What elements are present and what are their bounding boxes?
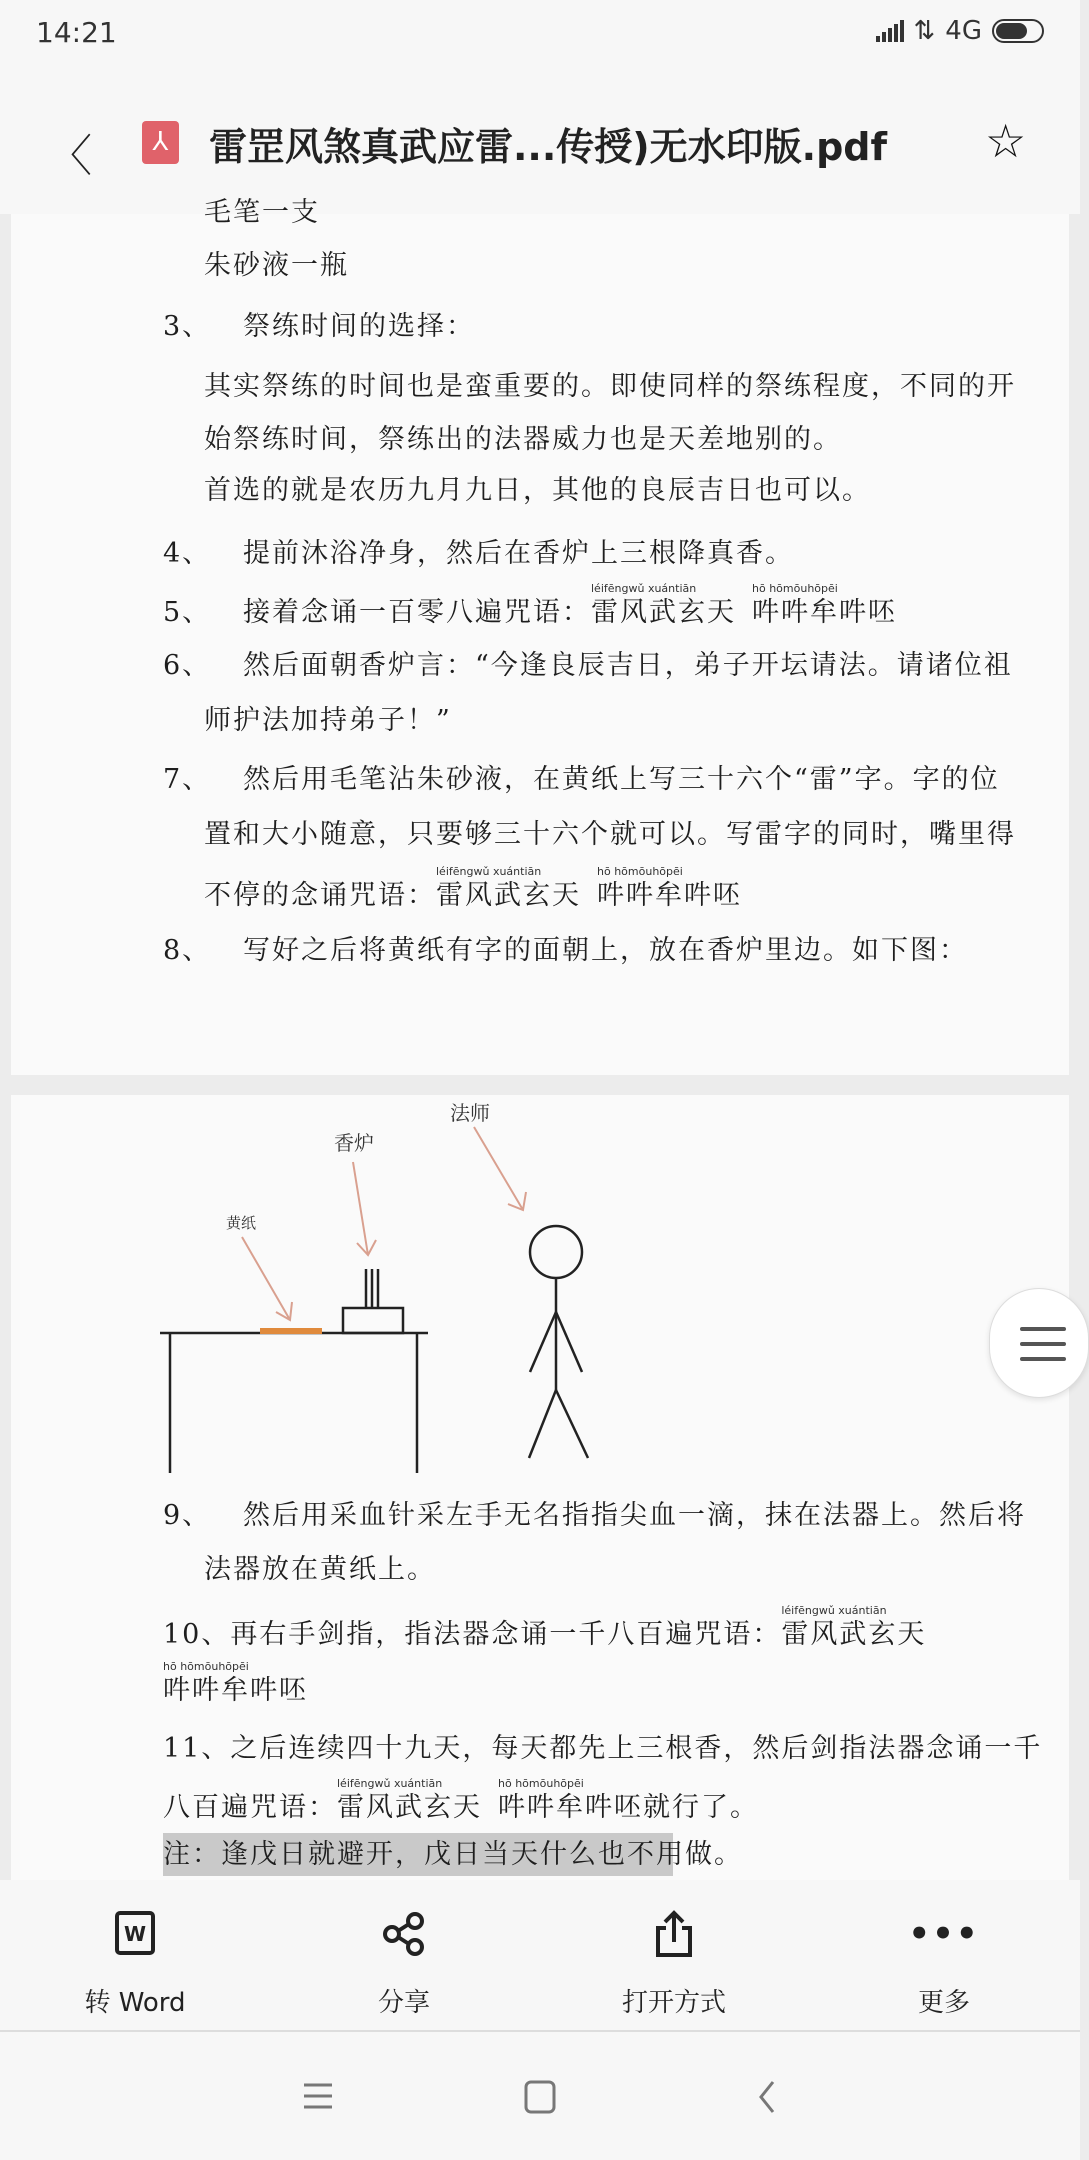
open-with-icon [574, 1904, 774, 1964]
document-title: 雷罡风煞真武应雷...传授)无水印版.pdf [209, 125, 888, 169]
star-icon[interactable]: ☆ [985, 114, 1027, 168]
home-icon[interactable] [524, 2080, 556, 2114]
back-icon[interactable]: 〈 [48, 131, 92, 182]
stick-figure-arm [556, 1312, 582, 1372]
recents-icon[interactable] [302, 2080, 334, 2112]
text-line: 置和大小随意，只要够三十六个就可以。写雷字的同时，嘴里得 [204, 819, 1016, 850]
pinyin: léifēngwǔ xuántiān [337, 1777, 443, 1790]
pinyin: hō hōmōuhōpēi [597, 865, 683, 878]
open-with-button[interactable]: 打开方式 [574, 1904, 774, 2019]
text-line: 朱砂液一瓶 [204, 250, 349, 281]
text-line: 首选的就是农历九月九日，其他的良辰吉日也可以。 [204, 475, 871, 506]
list-item-7: 7、 然后用毛笔沾朱砂液，在黄纸上写三十六个“雷”字。字的位 [163, 764, 1000, 795]
list-item-6: 6、 然后面朝香炉言：“今逢良辰吉日，弟子开坛请法。请诸位祖 [163, 650, 1013, 681]
share-button[interactable]: 分享 [304, 1904, 504, 2019]
text-line: 八百遍咒语： léifēngwǔ xuántiān 雷风武玄天 hō hōmōuhōpēi 吽吽牟吽呸就行了。 [163, 1777, 759, 1823]
arrow-paper [242, 1237, 292, 1320]
pdf-page-2 [11, 1095, 1069, 1880]
signal-icon [876, 20, 904, 42]
share-icon [304, 1904, 504, 1964]
pinyin: léifēngwǔ xuántiān [781, 1604, 887, 1617]
nav-back-icon[interactable] [755, 2080, 779, 2114]
arrow-burner [353, 1162, 376, 1255]
more-button[interactable]: ••• 更多 [844, 1904, 1044, 2019]
convert-word-button[interactable]: W 转 Word [35, 1904, 235, 2019]
incense-burner [343, 1308, 403, 1333]
label-burner: 香炉 [334, 1131, 374, 1155]
menu-icon [1020, 1327, 1066, 1331]
text-line: hō hōmōuhōpēi 吽吽牟吽呸 [163, 1660, 308, 1706]
arrow-master [474, 1127, 526, 1210]
pinyin: léifēngwǔ xuántiān [436, 865, 542, 878]
outline-menu-button[interactable] [989, 1288, 1089, 1398]
bottom-toolbar [0, 1880, 1080, 2032]
text-line: 师护法加持弟子！” [204, 705, 452, 736]
text-line: 法器放在黄纸上。 [204, 1554, 436, 1585]
pinyin: hō hōmōuhōpēi [163, 1660, 249, 1673]
list-item-11: 11、之后连续四十九天，每天都先上三根香，然后剑指法器念诵一千 [163, 1733, 1043, 1764]
pinyin: hō hōmōuhōpēi [752, 582, 838, 595]
word-convert-icon [35, 1904, 235, 1964]
list-item-4: 4、 提前沐浴净身，然后在香炉上三根降真香。 [163, 538, 794, 569]
data-transfer-icon: ⇅ [913, 16, 936, 46]
pinyin: léifēngwǔ xuántiān [591, 582, 697, 595]
stick-figure-arm [530, 1312, 556, 1372]
list-item-8: 8、 写好之后将黄纸有字的面朝上，放在香炉里边。如下图： [163, 935, 968, 966]
label-paper: 黄纸 [226, 1214, 257, 1232]
text-line: 不停的念诵咒语： léifēngwǔ xuántiān 雷风武玄天 hō hōmōuhōpēi 吽吽牟吽呸 [204, 865, 742, 911]
clipped-line: 毛笔一支 [204, 197, 320, 228]
list-item-9: 9、 然后用采血针采左手无名指指尖血一滴，抹在法器上。然后将 [163, 1500, 1026, 1531]
pdf-page-1 [11, 197, 1069, 1075]
list-item-5: 5、 接着念诵一百零八遍咒语： léifēngwǔ xuántiān 雷风武玄天 hō hōmōuhōpēi 吽吽牟吽呸 [163, 582, 897, 628]
app-header [0, 70, 1080, 214]
system-nav-bar [0, 2032, 1080, 2160]
text-line: 其实祭练的时间也是蛮重要的。即使同样的祭练程度，不同的开 [204, 371, 1016, 402]
list-item-3: 3、 祭练时间的选择： [163, 311, 475, 342]
stick-figure-leg [529, 1390, 556, 1458]
svg-text:W: W [124, 1922, 147, 1946]
stick-figure-head [530, 1226, 582, 1278]
battery-icon [992, 19, 1044, 43]
stick-figure-leg [556, 1390, 588, 1458]
ritual-diagram [11, 1095, 1069, 1495]
highlighted-note: 注：逢戊日就避开，戊日当天什么也不用做。 [163, 1833, 673, 1876]
status-bar [0, 0, 1080, 70]
more-icon: ••• [908, 1914, 980, 1954]
status-time: 14:21 [36, 16, 117, 49]
text-line: 始祭练时间，祭练出的法器威力也是天差地别的。 [204, 424, 842, 455]
yellow-paper [260, 1328, 322, 1334]
list-item-10: 10、再右手剑指，指法器念诵一千八百遍咒语： léifēngwǔ xuántiān 雷风武玄天 [163, 1604, 927, 1650]
pinyin: hō hōmōuhōpēi [498, 1777, 584, 1790]
pdf-icon: ⅄ [142, 121, 179, 164]
label-master: 法师 [450, 1101, 490, 1125]
network-type: 4G [945, 16, 982, 46]
